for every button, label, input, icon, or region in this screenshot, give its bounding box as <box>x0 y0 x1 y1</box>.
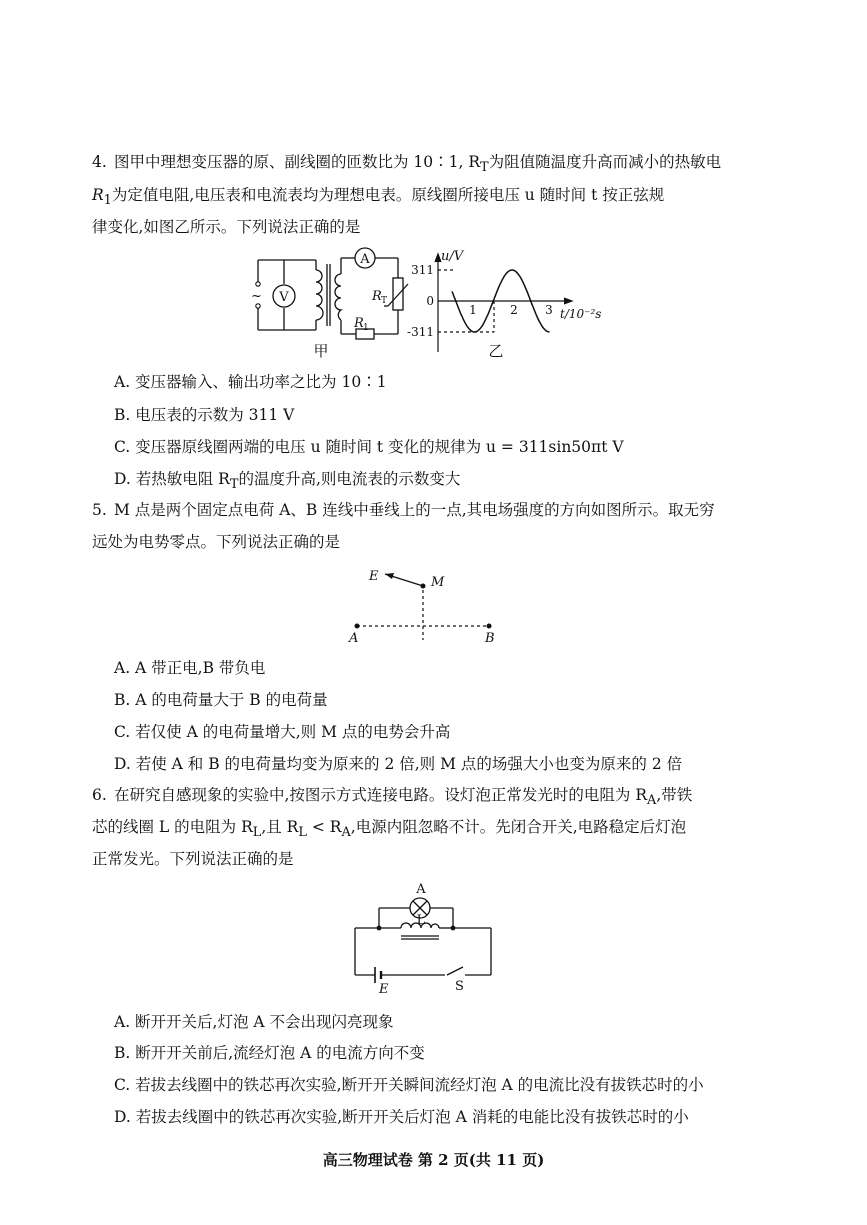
ac-source-symbol: ~ <box>251 289 262 304</box>
voltmeter-label: V <box>279 290 289 305</box>
q4-stem-line3: 律变化,如图乙所示。下列说法正确的是 <box>92 218 361 236</box>
q5-number: 5. <box>92 501 107 519</box>
y-tick-min: -311 <box>407 325 434 339</box>
q5-option-a: A. A 带正电,B 带负电 <box>114 659 266 677</box>
y-tick-zero: 0 <box>426 294 434 308</box>
point-m-label: M <box>431 575 445 590</box>
q4-figure-jia <box>250 248 410 360</box>
y-tick-max: 311 <box>411 263 434 277</box>
q6-option-b: B. 断开开关前后,流经灯泡 A 的电流方向不变 <box>114 1044 425 1062</box>
x-tick-2: 2 <box>510 303 518 317</box>
x-axis-label: t/10⁻²s <box>560 307 602 321</box>
q4-option-d: D. 若热敏电阻 $R_T$的温度升高,则电流表的示数变大 <box>114 470 461 493</box>
lamp-label: A <box>416 882 426 897</box>
q6-option-d: D. 若拔去线圈中的铁芯再次实验,断开开关后灯泡 A 消耗的电能比没有拔铁芯时的小 <box>114 1108 689 1126</box>
q4-option-a: A. 变压器输入、输出功率之比为 10∶1 <box>114 373 387 391</box>
x-tick-3: 3 <box>545 303 553 317</box>
e-field-label: E <box>369 569 379 584</box>
q6-stem-line2: 芯的线圈 L 的电阻为 $R_L$,且 $R_L < R_A$,电源内阻忽略不计。先闭合开关,电路稳定后灯泡 <box>92 818 687 841</box>
q4-option-b: B. 电压表的示数为 311 V <box>114 406 295 424</box>
q6-option-a: A. 断开开关后,灯泡 A 不会出现闪亮现象 <box>114 1013 394 1031</box>
y-axis-label: u/V <box>441 249 464 264</box>
switch-label: S <box>455 979 464 994</box>
q5-option-b: B. A 的电荷量大于 B 的电荷量 <box>114 691 328 709</box>
figure-caption-yi: 乙 <box>488 342 504 360</box>
x-tick-1: 1 <box>469 303 477 317</box>
q5-option-d: D. 若使 A 和 B 的电荷量均变为原来的 2 倍,则 M 点的场强大小也变为原来的 2 倍 <box>114 755 683 773</box>
q6-number: 6. <box>92 786 107 804</box>
point-a-label: A <box>349 631 359 646</box>
q4-option-c: C. 变压器原线圈两端的电压 u 随时间 t 变化的规律为 u = 311sin50πt V <box>114 438 624 456</box>
q4-stem-line2: $R_1$为定值电阻,电压表和电流表均为理想电表。原线圈所接电压 u 随时间 t 按正弦规 <box>92 186 665 209</box>
coil-label: L <box>416 913 426 928</box>
battery-label: E <box>379 982 389 997</box>
q5-stem-line1: M 点是两个固定点电荷 A、B 连线中垂线上的一点,其电场强度的方向如图所示。取无穷 <box>114 501 715 519</box>
q5-figure <box>345 562 505 646</box>
r1-label-sub: 1 <box>363 323 369 333</box>
q6-figure <box>345 880 505 995</box>
q6-option-c: C. 若拔去线圈中的铁芯再次实验,断开开关瞬间流经灯泡 A 的电流比没有拔铁芯时的小 <box>114 1076 704 1094</box>
q4-number: 4. <box>92 153 107 171</box>
q4-figure-yi <box>408 248 608 360</box>
q4-stem-line1: 图甲中理想变压器的原、副线圈的匝数比为 10∶1, $R_T$为阻值随温度升高而减小的热敏电 <box>114 153 722 176</box>
ammeter-label: A <box>360 252 370 267</box>
figure-caption-jia: 甲 <box>313 342 329 360</box>
rt-label: R <box>372 289 382 304</box>
q5-option-c: C. 若仅使 A 的电荷量增大,则 M 点的电势会升高 <box>114 723 451 741</box>
q6-stem-line3: 正常发光。下列说法正确的是 <box>92 850 294 868</box>
point-b-label: B <box>485 631 495 646</box>
q5-stem-line2: 远处为电势零点。下列说法正确的是 <box>92 533 341 551</box>
rt-label-sub: T <box>381 296 388 306</box>
r1-label: R <box>354 316 364 331</box>
q6-stem-line1: 在研究自感现象的实验中,按图示方式连接电路。设灯泡正常发光时的电阻为 $R_A$,带铁 <box>114 786 693 809</box>
page-footer: 高三物理试卷 第 2 页(共 11 页) <box>322 1151 545 1169</box>
